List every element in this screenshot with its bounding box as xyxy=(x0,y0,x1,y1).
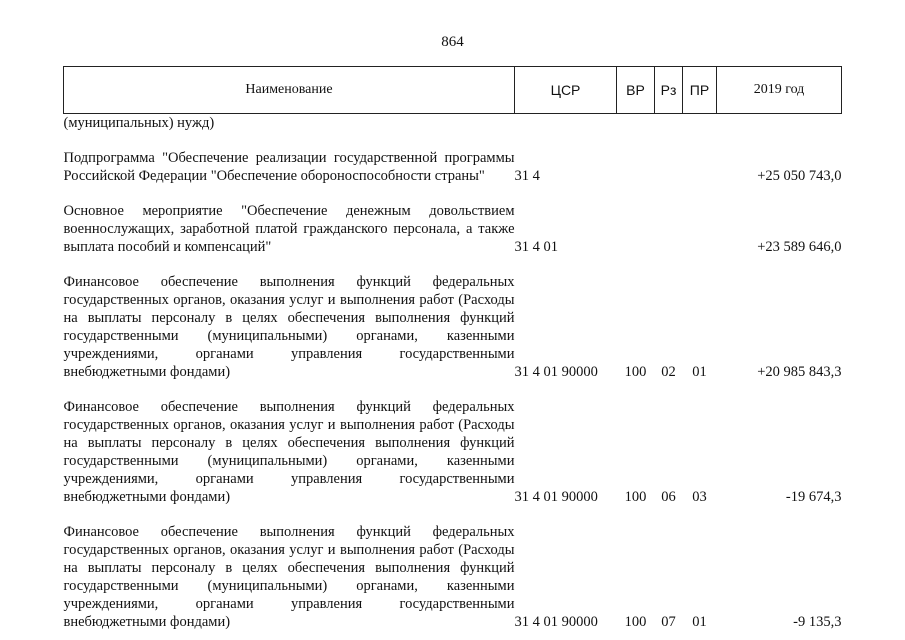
table-row xyxy=(64,273,842,381)
row-amount: +20 985 843,3 xyxy=(757,364,842,380)
continuation-row xyxy=(64,114,842,133)
row-amount: +23 589 646,0 xyxy=(757,239,842,255)
budget-table xyxy=(63,66,842,631)
row-amount: -9 135,3 xyxy=(793,614,842,630)
row-rz: 07 xyxy=(661,614,676,630)
continuation-text: (муниципальных) нужд) xyxy=(63,115,215,131)
row-rz: 06 xyxy=(661,489,676,505)
row-pr xyxy=(683,149,717,185)
row-amount: +25 050 743,0 xyxy=(757,168,842,184)
row-csr: 31 4 01 90000 xyxy=(514,489,598,505)
row-rz: 02 xyxy=(661,364,676,380)
header-csr: ЦСР xyxy=(515,67,617,114)
row-pr: 01 xyxy=(692,364,707,380)
row-pr: 03 xyxy=(692,489,707,505)
row-vr xyxy=(617,149,655,185)
row-name: Финансовое обеспечение выполнения функций федеральных государственных органов, оказания услуг и выполнения работ (Расходы на выплаты персоналу в целях обеспечения выполнения функций государственными (муниципальными) органами, казенными учреждениями, органами управления государственными внебюджетными фондами) xyxy=(63,524,515,630)
row-pr: 01 xyxy=(692,614,707,630)
header-vr: ВР xyxy=(617,67,655,114)
table-row xyxy=(64,523,842,631)
table-row xyxy=(64,202,842,256)
row-vr: 100 xyxy=(624,489,647,505)
row-name: Основное мероприятие "Обеспечение денежным довольствием военнослужащих, заработной платой гражданского персонала, а также выплата пособий и компенсаций" xyxy=(63,203,515,255)
row-vr: 100 xyxy=(624,364,647,380)
row-name: Финансовое обеспечение выполнения функций федеральных государственных органов, оказания услуг и выполнения работ (Расходы на выплаты персоналу в целях обеспечения выполнения функций государственными (муниципальными) органами, казенными учреждениями, органами управления государственными внебюджетными фондами) xyxy=(63,274,515,380)
table-row xyxy=(64,149,842,185)
table-row xyxy=(64,398,842,506)
row-vr xyxy=(617,202,655,256)
page-number: 864 xyxy=(441,34,464,50)
row-name: Финансовое обеспечение выполнения функций федеральных государственных органов, оказания услуг и выполнения работ (Расходы на выплаты персоналу в целях обеспечения выполнения функций государственными (муниципальными) органами, казенными учреждениями, органами управления государственными внебюджетными фондами) xyxy=(63,399,515,505)
row-name: Подпрограмма "Обеспечение реализации государственной программы Российской Федерации "Обеспечение обороноспособности страны" xyxy=(63,150,515,184)
row-csr: 31 4 xyxy=(514,168,540,184)
row-amount: -19 674,3 xyxy=(785,489,842,505)
table-header-row xyxy=(64,67,842,114)
row-vr: 100 xyxy=(624,614,647,630)
header-name: Наименование xyxy=(64,67,515,114)
row-csr: 31 4 01 xyxy=(514,239,558,255)
row-pr xyxy=(683,202,717,256)
row-csr: 31 4 01 90000 xyxy=(514,614,598,630)
header-rz: Рз xyxy=(655,67,683,114)
header-pr: ПР xyxy=(683,67,717,114)
row-rz xyxy=(655,149,683,185)
row-csr: 31 4 01 90000 xyxy=(514,364,598,380)
row-rz xyxy=(655,202,683,256)
header-year: 2019 год xyxy=(717,67,842,114)
